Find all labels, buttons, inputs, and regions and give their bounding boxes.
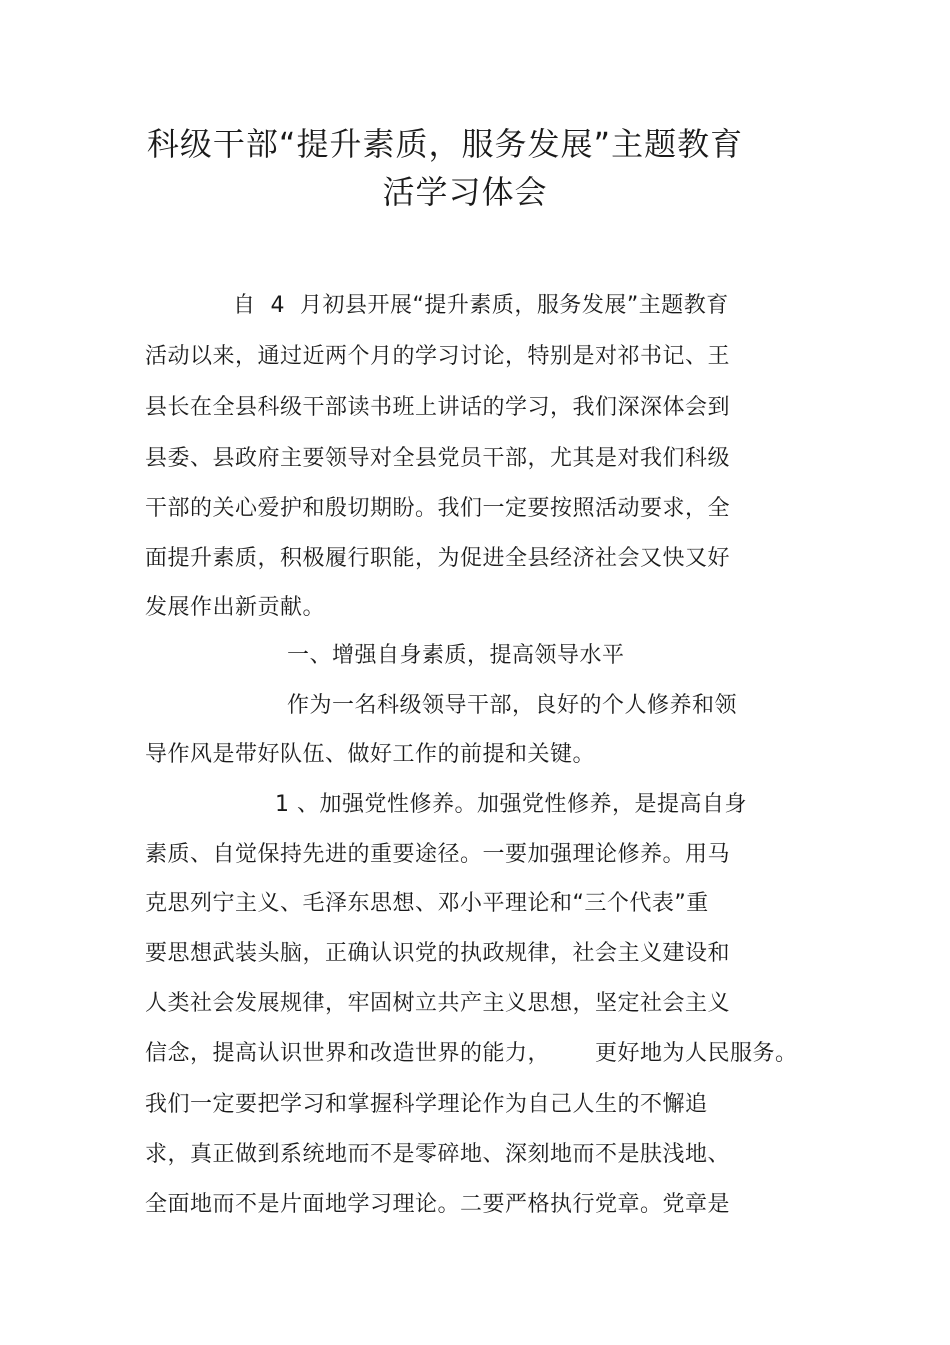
body-line: 面提升素质，积极履行职能，为促进全县经济社会又快又好 — [145, 546, 731, 571]
body-line: 干部的关心爱护和殷切期盼。我们一定要按照活动要求，全 — [145, 496, 731, 521]
body-line: 自 4 月初县开展“提升素质，服务发展”主题教育 — [233, 293, 729, 318]
body-line: 县委、县政府主要领导对全县党员干部，尤其是对我们科级 — [145, 446, 731, 471]
body-line: 求，真正做到系统地而不是零碎地、深刻地而不是肤浅地、 — [145, 1142, 731, 1167]
body-line: 活动以来，通过近两个月的学习讨论，特别是对祁书记、王 — [145, 344, 731, 369]
body-line: 导作风是带好队伍、做好工作的前提和关键。 — [145, 742, 596, 767]
body-line: 克思列宁主义、毛泽东思想、邓小平理论和“三个代表”重 — [145, 891, 709, 916]
document-title-line-2: 活学习体会 — [382, 173, 548, 211]
body-line: 发展作出新贡献。 — [145, 595, 326, 620]
body-line: 作为一名科级领导干部，良好的个人修养和领 — [287, 693, 738, 718]
body-line: 素质、自觉保持先进的重要途径。一要加强理论修养。用马 — [145, 842, 731, 867]
body-line: 信念，提高认识世界和改造世界的能力， 更好地为人民服务。 — [145, 1041, 798, 1066]
body-line: 要思想武装头脑，正确认识党的执政规律，社会主义建设和 — [145, 941, 731, 966]
body-line: 县长在全县科级干部读书班上讲话的学习，我们深深体会到 — [145, 395, 731, 420]
body-line: 人类社会发展规律，牢固树立共产主义思想，坚定社会主义 — [145, 991, 731, 1016]
section-heading: 一、增强自身素质，提高领导水平 — [287, 643, 625, 668]
body-line: 全面地而不是片面地学习理论。二要严格执行党章。党章是 — [145, 1192, 731, 1217]
subsection-heading: 1 、加强党性修养。加强党性修养，是提高自身 — [275, 792, 747, 817]
body-line: 我们一定要把学习和掌握科学理论作为自己人生的不懈追 — [145, 1092, 708, 1117]
document-title-line-1: 科级干部“提升素质，服务发展”主题教育 — [146, 125, 744, 163]
